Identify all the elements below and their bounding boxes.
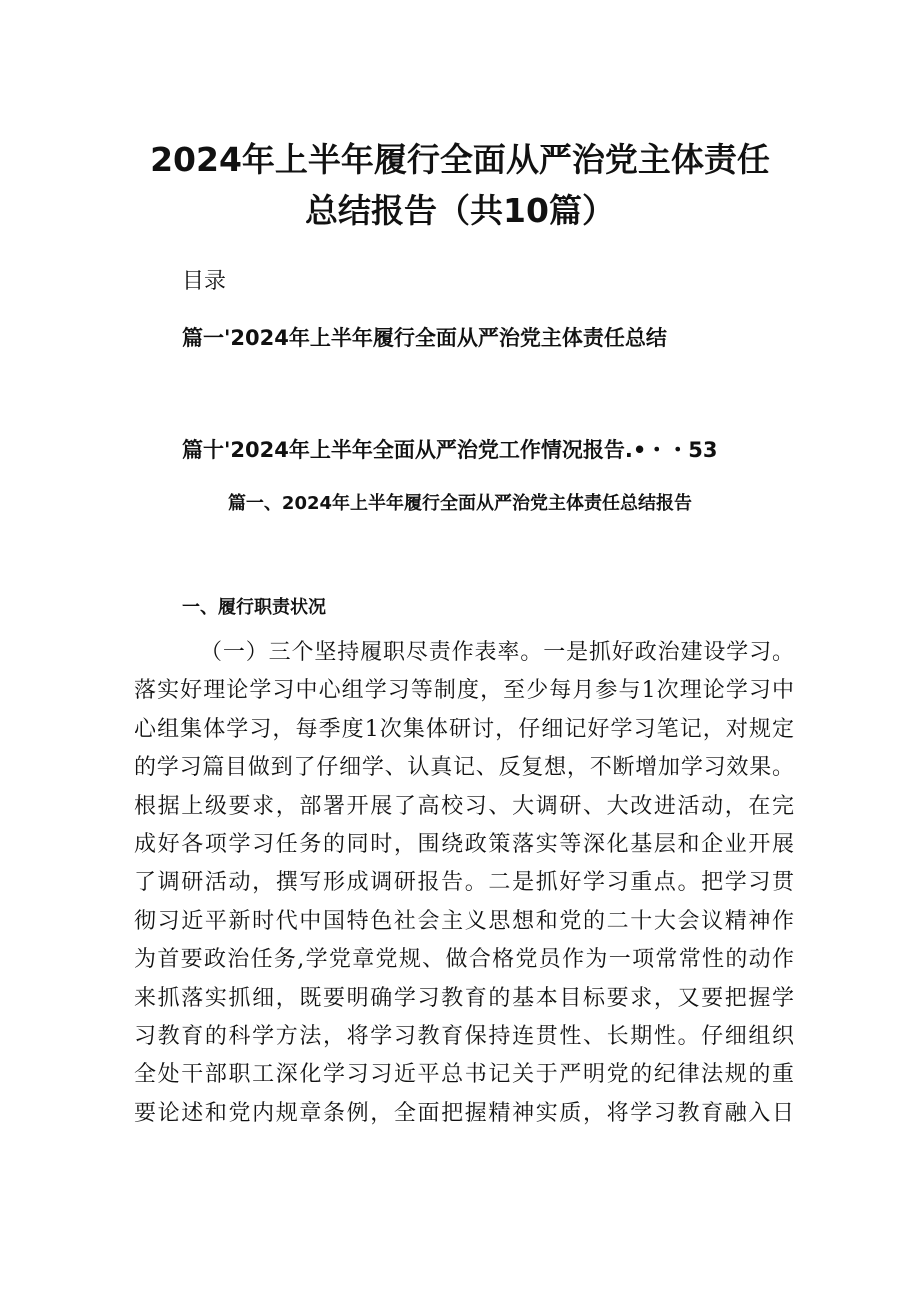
body-line: 习教育的科学方法，将学习教育保持连贯性、长期性。仔细组织 (134, 1023, 794, 1049)
document-title-line-1: 2024年上半年履行全面从严治党主体责任 (150, 140, 770, 179)
toc-item-10: 篇十'2024年上半年全面从严治党工作情况报告.•・・53 (182, 438, 718, 462)
toc-label: 目录 (182, 269, 227, 294)
body-line: 了调研活动，撰写形成调研报告。二是抓好学习重点。把学习贯 (134, 870, 794, 896)
body-line: （一）三个坚持履职尽责作表率。一是抓好政治建设学习。 (200, 640, 794, 665)
body-text (134, 634, 794, 1133)
body-line: 心组集体学习，每季度1次集体研讨，仔细记好学习笔记，对规定 (134, 716, 794, 742)
subheading: 一、履行职责状况 (182, 597, 326, 618)
body-line: 根据上级要求，部署开展了高校习、大调研、大改进活动，在完 (134, 793, 794, 819)
body-line: 落实好理论学习中心组学习等制度，至少每月参与1次理论学习中 (134, 678, 794, 704)
body-line: 为首要政治任务,学党章党规、做合格党员作为一项常常性的动作 (134, 947, 794, 973)
body-line: 的学习篇目做到了仔细学、认真记、反复想，不断增加学习效果。 (134, 755, 794, 781)
body-line: 全处干部职工深化学习习近平总书记关于严明党的纪律法规的重 (134, 1062, 794, 1088)
document-title-line-2: 总结报告（共10篇） (305, 191, 615, 230)
body-line: 彻习近平新时代中国特色社会主义思想和党的二十大会议精神作 (134, 908, 794, 934)
body-line: 来抓落实抓细，既要明确学习教育的基本目标要求，又要把握学 (134, 985, 794, 1011)
section-heading: 篇一、2024年上半年履行全面从严治党主体责任总结报告 (227, 493, 693, 514)
body-line: 要论述和党内规章条例，全面把握精神实质，将学习教育融入日 (134, 1100, 794, 1126)
body-line: 成好各项学习任务的同时，围绕政策落实等深化基层和企业开展 (134, 831, 794, 857)
toc-item-1: 篇一'2024年上半年履行全面从严治党主体责任总结 (182, 326, 667, 350)
